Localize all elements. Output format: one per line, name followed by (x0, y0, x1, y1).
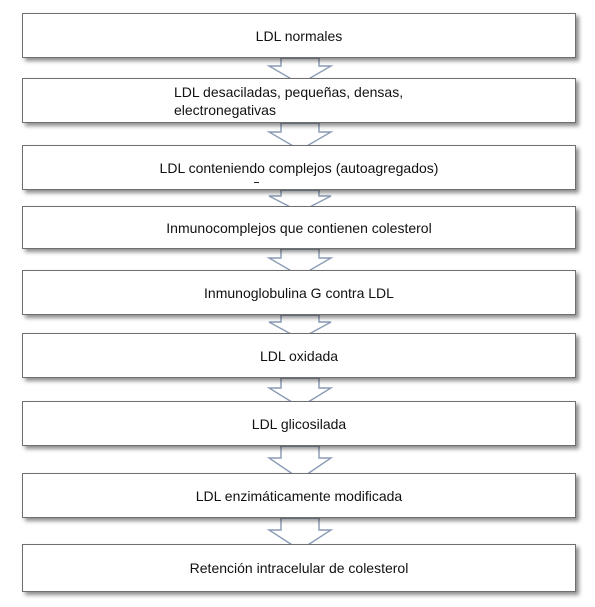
flow-step-ldl-glicosilada (22, 401, 576, 446)
flow-step-label: LDL glicosilada (251, 415, 347, 432)
flow-step-label: LDL normales (255, 27, 343, 44)
flow-step-ldl-oxidada (22, 333, 576, 378)
flow-step-label: LDL desaciladas, pequeñas, densas, electronegativas (174, 83, 404, 118)
flow-step-ldl-normales (22, 13, 576, 58)
flow-step-label: LDL oxidada (259, 347, 339, 364)
flow-step-inmunoglobulina (22, 270, 576, 315)
flow-step-label: LDL enzimáticamente modificada (195, 487, 403, 504)
flow-step-ldl-enzimatica (22, 473, 576, 518)
flow-step-retencion (22, 544, 576, 592)
dash-mark (254, 182, 259, 183)
flow-step-label: Inmunocomplejos que contienen colesterol (166, 219, 432, 236)
flow-step-label: Inmunoglobulina G contra LDL (204, 284, 394, 301)
flow-step-label: LDL conteniendo complejos (autoagregados) (159, 159, 439, 176)
flow-step-ldl-complejos (22, 145, 576, 190)
flow-step-label: Retención intracelular de colesterol (189, 560, 409, 576)
flow-step-inmunocomplejos (22, 206, 576, 249)
flow-step-ldl-desaciladas (22, 78, 576, 123)
